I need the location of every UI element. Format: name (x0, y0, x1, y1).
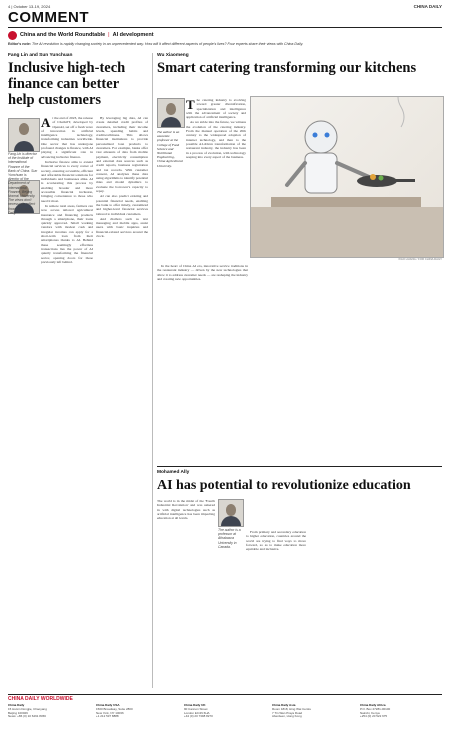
article1-para-5: AI can also predict existing and potential financial needs, enabling the bank to offer timely, customized and higher-level financial services tailored to individual customers. (96, 194, 148, 216)
article2-column-b (157, 264, 248, 462)
article3-para-2: From primary and secondary education to higher education, countries around the world are trying to find ways to move forward, so as to make education more equitable and inclusive. (246, 530, 306, 552)
footer-office-line: 15 Huixin Dongjie, Chaoyang (8, 706, 47, 711)
article1-para-3: In remote rural areas, farmers can now access tailored agricultural insurance and financing products through a smartphone, their loans quickly approved. Small working vendors with modest cash and irregular incomes can apply for a short-term loan from their smartphones thanks to AI. Behind these seemingly effortless transactions lies the power of AI quietly transforming the financial sector, opening doors for those previously left behind. (41, 203, 93, 264)
footer-office-line: Nairobi, Kenya (360, 710, 380, 715)
section-title: COMMENT (8, 9, 89, 26)
article2-para-2: As we stride into the future, we witness the evolution of the catering industry. From the manual operation of the 20th century to the widespread adoption of internet technology, and then to the possible AI-driven transformation of the restaurant industry, the industry has been in a process of evolution, with technology seeping into every aspect of the business. (186, 120, 246, 159)
editors-note-lead: Editor's note: (8, 42, 32, 46)
article-divider (157, 466, 442, 467)
article2-author-note: The author is an associate professor at the College of Food Science and Nutritional Engineering, China Agricultural University. (157, 130, 183, 168)
footer-office-name: China Daily USA (96, 703, 120, 707)
footer-office-line: Beijing 100029 (8, 710, 28, 715)
footer-office (184, 704, 266, 744)
article2-para-3: In the heart of China AI era, innovative service traditions in the restaurant industry — driven by the new technologies that allow it to address customer needs — are reshaping the industry and creating new opportunities. (157, 264, 248, 281)
footer-office-line: Aberdeen, Hong Kong (272, 714, 302, 719)
article2-para-1: he catering industry is evolving toward greater diversification, specialization and intelligence with the advancement of society and application of artificial intelligence. (186, 98, 246, 120)
editors-note (8, 42, 442, 47)
footer-office-line: Room 1818, Hing Wai Centre (272, 706, 312, 711)
footer-office-line: 1500 Broadway, Suite 2800 (96, 706, 133, 711)
illustration-credit: XIAO HUANG / FOR CHINA DAILY (398, 257, 442, 261)
subhead-separator: | (108, 32, 110, 38)
footer-office-line: +1 212 537 8888 (96, 714, 119, 719)
article2-dropcap: T (186, 98, 195, 112)
masthead-name: CHINA DAILY (413, 4, 442, 9)
article1-column-b (96, 116, 148, 686)
footer-office-name: China Daily UK (184, 703, 206, 707)
article3-column-c (310, 499, 374, 689)
header-rule (8, 27, 442, 28)
footer-title: CHINA DAILY WORLDWIDE (8, 696, 73, 702)
article1-para-2: Inclusive finance aims to extend financial services to every corner of society, ensuring accessible, efficient and affordable financial solutions for individuals and businesses alike. AI is accelerating this process by enabling broader and more accessible financial inclusion, bringing convenience to those who need it most. (41, 159, 93, 203)
article2-headline: Smart catering transforming our kitchens (157, 60, 417, 76)
roundtable-topic: AI development (112, 32, 154, 38)
editors-note-text: The AI revolution is rapidly changing society in an unprecedented way. How will it affect different aspects of people's lives? Four experts share their views with China Daily. (32, 42, 304, 46)
footer-office (8, 704, 90, 744)
article1-para-4: By leveraging big data, AI can create detailed credit profiles of customers, including their income levels, spending habits and creditworthiness. This allows financial institutions to provide personalized loan products to customers. For example, banks offer vast amounts of data from mobile payment, electricity consumption and external data sources such as credit reports, business registration and tax records. With customer consent, AI analyzes these data using algorithms to identify potential risks and model dynamics to evaluate the borrower's capacity to repay. (96, 116, 148, 194)
footer-office (360, 704, 442, 744)
footer-office-line: London EC4N 6HA (184, 710, 210, 715)
robot-chef-icon (251, 97, 443, 257)
footer-office-line: P.O. Box 27281-00100 (360, 706, 391, 711)
roundtable-title: China and the World Roundtable (20, 32, 106, 38)
article3-column-b (246, 530, 306, 688)
article2-column-d (348, 264, 442, 462)
article3-byline: Mohamed Ally (157, 470, 190, 475)
article1-column-a (41, 116, 93, 686)
footer-office (272, 704, 354, 744)
roundtable-subhead (8, 30, 442, 40)
footer-office (96, 704, 178, 744)
footer-office-name: China Daily Asia (272, 703, 296, 707)
author3-photo (157, 98, 185, 128)
article2-column-a (186, 98, 246, 258)
article1-para-1: t the end of 2023, the release of ChatGPT, developed by OpenAI, set off a fresh wave of innovation in artificial intelligence technology, transforming industries worldwide. One sector that has undergone profound changes is finance, with AI playing a significant role in advancing inclusive finance. (41, 116, 93, 159)
article3-para-1: The world is in the midst of the 'Fourth Industrial Revolution' and was ushered in with digital technologies such as artificial intelligence has been impacting education at all levels. (157, 499, 215, 521)
article1-dropcap: A (41, 116, 51, 130)
column-divider (152, 53, 153, 688)
article1-byline: Fang Lin and Sun Yunchuan (8, 53, 73, 58)
article1-para-6: And chatbots such as text messaging and mobile apps, assist users with basic inquiries and financial-related services around the clock. (96, 216, 148, 239)
article3-column-d (378, 499, 442, 689)
article2-byline: Wu Xiaomeng (157, 53, 189, 58)
footer-office-line: +254 (0) 20 522 675 (360, 714, 388, 719)
author1-photo (8, 118, 40, 152)
footer-office-name: China Daily Africa (360, 703, 386, 707)
page-folio: 4 | October 13-19, 2024 (8, 4, 51, 9)
author4-photo (218, 499, 244, 527)
footer-office-line: +44 (0) 20 7398 8270 (184, 714, 213, 719)
footer-office-line: New York, NY 10036 (96, 710, 124, 715)
article1-headline: Inclusive high-tech finance can better help customers (8, 60, 126, 108)
article3-author-note: The author is a professor at Athabasca University in Canada. (218, 528, 241, 549)
footer-office-line: 7 Tin Wan Praya Road (272, 710, 303, 715)
footer-office-line: News: +86 (0) 10 6491 8366 (8, 714, 46, 719)
roundtable-logo-icon (8, 31, 17, 40)
article3-headline: AI has potential to revolutionize education (157, 478, 411, 493)
article2-column-c (252, 264, 344, 462)
footer-office-line: 90 Cannon Street (184, 706, 208, 711)
robot-chef-illustration (250, 96, 444, 258)
article3-column-a (157, 499, 215, 689)
footer-offices (8, 704, 442, 744)
article1-author-note: Fang Lin is director of the Institute of International Finance of the Bank of China. Sun Yunchuan is director of the Department of International Finance, Beijing Normal University. The views don't necessarily reflect those of China Daily. (8, 152, 38, 215)
footer-office-name: China Daily (8, 703, 25, 707)
footer-band (8, 694, 442, 703)
